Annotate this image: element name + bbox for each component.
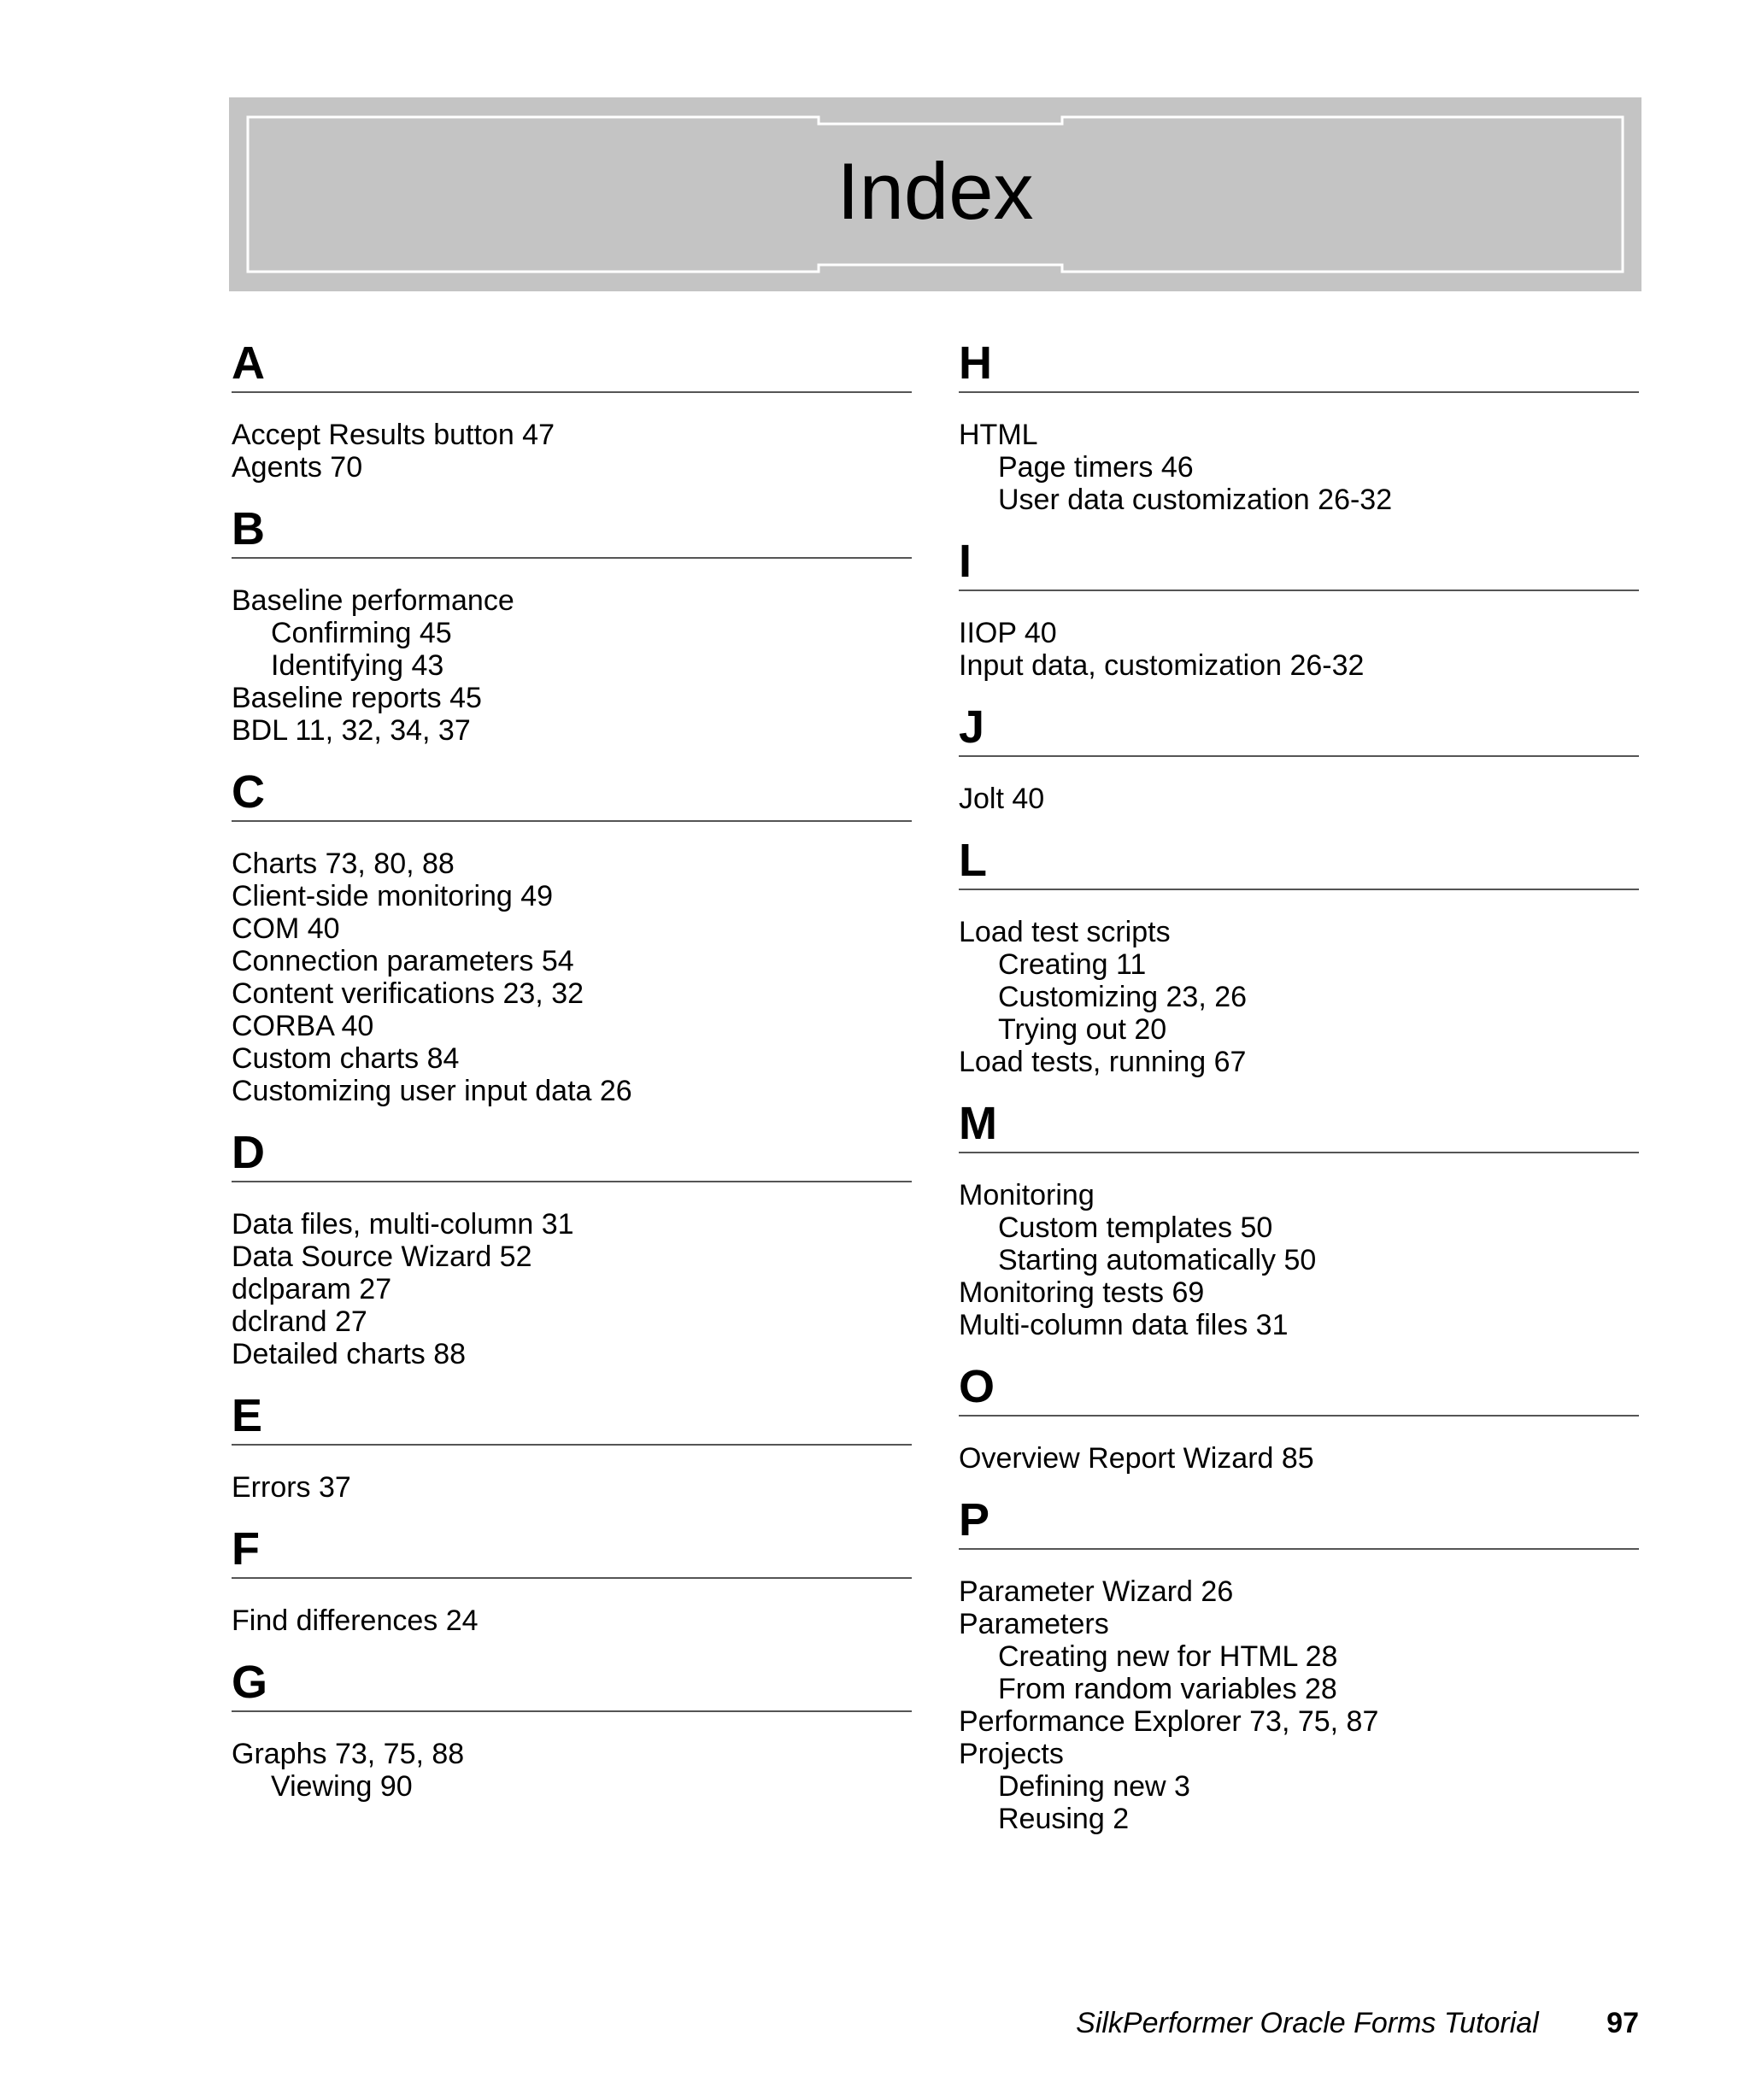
index-subentry: Creating new for HTML 28	[998, 1640, 1338, 1673]
index-entry: Charts 73, 80, 88	[232, 848, 455, 880]
section-divider	[232, 1444, 912, 1446]
section-letter: F	[232, 1523, 260, 1575]
index-entry: Data Source Wizard 52	[232, 1241, 532, 1273]
section-letter: G	[232, 1657, 268, 1708]
index-entry: Custom charts 84	[232, 1042, 460, 1075]
index-subentry: Identifying 43	[271, 649, 444, 682]
index-subentry: User data customization 26-32	[998, 484, 1393, 516]
entry-list	[959, 783, 1639, 815]
index-subentry: Creating 11	[998, 948, 1147, 981]
index-subentry: Custom templates 50	[998, 1211, 1273, 1244]
index-entry: Accept Results button 47	[232, 419, 555, 451]
section-letter: A	[232, 337, 265, 389]
entry-list	[959, 916, 1639, 1078]
index-entry: Projects	[959, 1738, 1064, 1770]
section-divider	[959, 590, 1639, 591]
index-section-c	[232, 754, 912, 1107]
section-divider	[232, 557, 912, 559]
section-divider	[232, 1181, 912, 1182]
index-entry: dclrand 27	[232, 1305, 367, 1338]
index-entry: Load test scripts	[959, 916, 1171, 948]
index-entry: Find differences 24	[232, 1604, 479, 1637]
section-letter: H	[959, 337, 992, 389]
index-section-m	[959, 1085, 1639, 1341]
index-section-j	[959, 689, 1639, 815]
section-letter: M	[959, 1098, 997, 1149]
index-entry: Jolt 40	[959, 783, 1045, 815]
index-section-h	[959, 325, 1639, 516]
index-section-l	[959, 822, 1639, 1078]
index-entry: Graphs 73, 75, 88	[232, 1738, 465, 1770]
index-entry: BDL 11, 32, 34, 37	[232, 714, 471, 747]
entry-list	[959, 1179, 1639, 1341]
index-column-left	[232, 325, 912, 1810]
section-letter: C	[232, 766, 265, 818]
index-entry: Customizing user input data 26	[232, 1075, 632, 1107]
section-letter: B	[232, 503, 265, 554]
index-section-i	[959, 523, 1639, 682]
entry-list	[959, 1442, 1639, 1475]
section-letter: O	[959, 1361, 995, 1412]
index-subentry: Page timers 46	[998, 451, 1194, 484]
index-entry: COM 40	[232, 912, 340, 945]
index-entry: Baseline reports 45	[232, 682, 482, 714]
page-number: 97	[1606, 2007, 1639, 2039]
entry-list	[232, 1604, 912, 1637]
section-divider	[959, 1152, 1639, 1153]
footer-title: SilkPerformer Oracle Forms Tutorial	[1076, 2007, 1539, 2039]
index-entry: Input data, customization 26-32	[959, 649, 1365, 682]
page-footer	[1076, 2004, 1639, 2042]
index-subentry: Viewing 90	[271, 1770, 413, 1803]
index-entry: Multi-column data files 31	[959, 1309, 1289, 1341]
index-section-o	[959, 1348, 1639, 1475]
section-letter: J	[959, 701, 985, 753]
index-entry: Parameters	[959, 1608, 1109, 1640]
index-section-b	[232, 490, 912, 747]
index-section-g	[232, 1644, 912, 1803]
entry-list	[232, 848, 912, 1107]
entry-list	[232, 584, 912, 747]
index-entry: Overview Report Wizard 85	[959, 1442, 1314, 1475]
index-subentry: Reusing 2	[998, 1803, 1130, 1835]
index-entry: Connection parameters 54	[232, 945, 574, 977]
index-section-f	[232, 1510, 912, 1637]
section-letter: L	[959, 835, 987, 886]
index-section-a	[232, 325, 912, 484]
entry-list	[232, 1471, 912, 1504]
section-divider	[232, 820, 912, 822]
index-entry: Content verifications 23, 32	[232, 977, 584, 1010]
index-entry: Baseline performance	[232, 584, 514, 617]
index-entry: IIOP 40	[959, 617, 1057, 649]
entry-list	[959, 1575, 1639, 1835]
index-subentry: Confirming 45	[271, 617, 452, 649]
section-divider	[232, 1577, 912, 1579]
section-divider	[232, 1710, 912, 1712]
index-entry: Errors 37	[232, 1471, 351, 1504]
index-subentry: Trying out 20	[998, 1013, 1167, 1046]
index-entry: Monitoring	[959, 1179, 1095, 1211]
index-entry: Data files, multi-column 31	[232, 1208, 574, 1241]
entry-list	[232, 419, 912, 484]
index-entry: CORBA 40	[232, 1010, 374, 1042]
section-divider	[232, 391, 912, 393]
index-entry: Performance Explorer 73, 75, 87	[959, 1705, 1379, 1738]
section-divider	[959, 391, 1639, 393]
index-section-p	[959, 1481, 1639, 1835]
index-entry: HTML	[959, 419, 1038, 451]
section-divider	[959, 755, 1639, 757]
entry-list	[959, 419, 1639, 516]
index-section-e	[232, 1377, 912, 1504]
index-subentry: Defining new 3	[998, 1770, 1190, 1803]
section-letter: P	[959, 1494, 990, 1546]
index-entry: Detailed charts 88	[232, 1338, 467, 1370]
index-entry: Client-side monitoring 49	[232, 880, 554, 912]
section-letter: I	[959, 536, 972, 587]
section-divider	[959, 1415, 1639, 1417]
index-banner	[229, 97, 1641, 291]
section-divider	[959, 1548, 1639, 1550]
entry-list	[232, 1738, 912, 1803]
index-entry: dclparam 27	[232, 1273, 392, 1305]
page-title: Index	[837, 146, 1034, 236]
index-entry: Agents 70	[232, 451, 363, 484]
index-entry: Monitoring tests 69	[959, 1276, 1205, 1309]
index-entry: Load tests, running 67	[959, 1046, 1247, 1078]
entry-list	[959, 617, 1639, 682]
entry-list	[232, 1208, 912, 1370]
index-subentry: Customizing 23, 26	[998, 981, 1248, 1013]
index-entry: Parameter Wizard 26	[959, 1575, 1234, 1608]
index-subentry: Starting automatically 50	[998, 1244, 1317, 1276]
index-section-d	[232, 1114, 912, 1370]
section-divider	[959, 889, 1639, 890]
section-letter: E	[232, 1390, 263, 1441]
index-subentry: From random variables 28	[998, 1673, 1337, 1705]
section-letter: D	[232, 1127, 265, 1178]
index-column-right	[959, 325, 1639, 1842]
